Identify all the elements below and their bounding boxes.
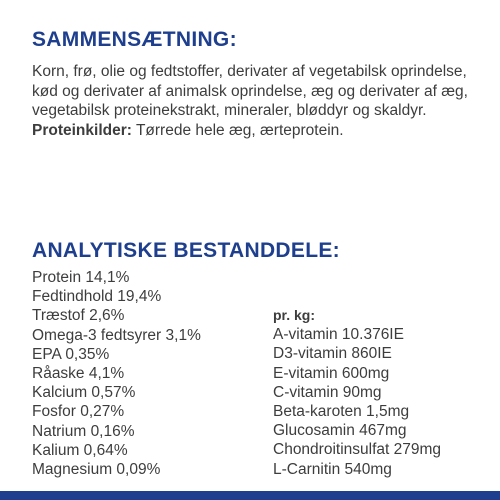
additive-row-beta-carotene: Beta-karoten 1,5mg [273,403,410,420]
additive-row-vitamin-a: A-vitamin 10.376IE [273,326,404,344]
analytics-heading: ANALYTISKE BESTANDDELE: [32,239,340,262]
composition-heading: SAMMENSÆTNING: [32,28,237,51]
analytic-row-fat: Fedtindhold 19,4% [32,288,162,306]
analytic-row-magnesium: Magnesium 0,09% [32,461,161,479]
additive-row-l-carnitine: L-Carnitin 540mg [273,460,392,478]
analytic-row-potassium: Kalium 0,64% [32,441,128,459]
analytic-row-sodium: Natrium 0,16% [32,422,135,440]
analytic-row-epa: EPA 0,35% [32,345,110,363]
composition-text: Korn, frø, olie og fedtstoffer, derivater af vegetabilsk oprindelse, kød og derivater af animalsk oprindelse, æg og derivater af æg, vegetabilsk proteinekstrakt, mineraler, bløddyr og skaldyr. [32,63,468,119]
protein-sources-text: Tørrede hele æg, ærteprotein. [131,121,344,139]
additive-row-vitamin-c: C-vitamin 90mg [273,383,382,401]
analytic-row-calcium: Kalcium 0,57% [32,384,136,402]
protein-sources-label: Proteinkilder: [32,121,132,139]
bottom-accent-bar [0,491,500,500]
analytic-row-ash: Råaske 4,1% [32,365,125,383]
analytic-row-protein: Protein 14,1% [32,269,130,286]
analytic-row-omega3: Omega-3 fedtsyrer 3,1% [32,326,201,344]
protein-sources [32,121,492,141]
additive-row-glucosamine: Glucosamin 467mg [273,422,407,440]
analytic-row-fibre: Træstof 2,6% [32,307,125,325]
analytics-right-column [273,306,441,479]
analytics-left-column [32,268,201,479]
additive-row-vitamin-d3: D3-vitamin 860IE [273,345,392,363]
composition-section [32,62,492,140]
additive-row-chondroitin: Chondroitinsulfat 279mg [273,441,442,459]
analytic-row-phosphorus: Fosfor 0,27% [32,403,125,421]
per-kg-label: pr. kg: [273,307,316,323]
additive-row-vitamin-e: E-vitamin 600mg [273,364,390,382]
